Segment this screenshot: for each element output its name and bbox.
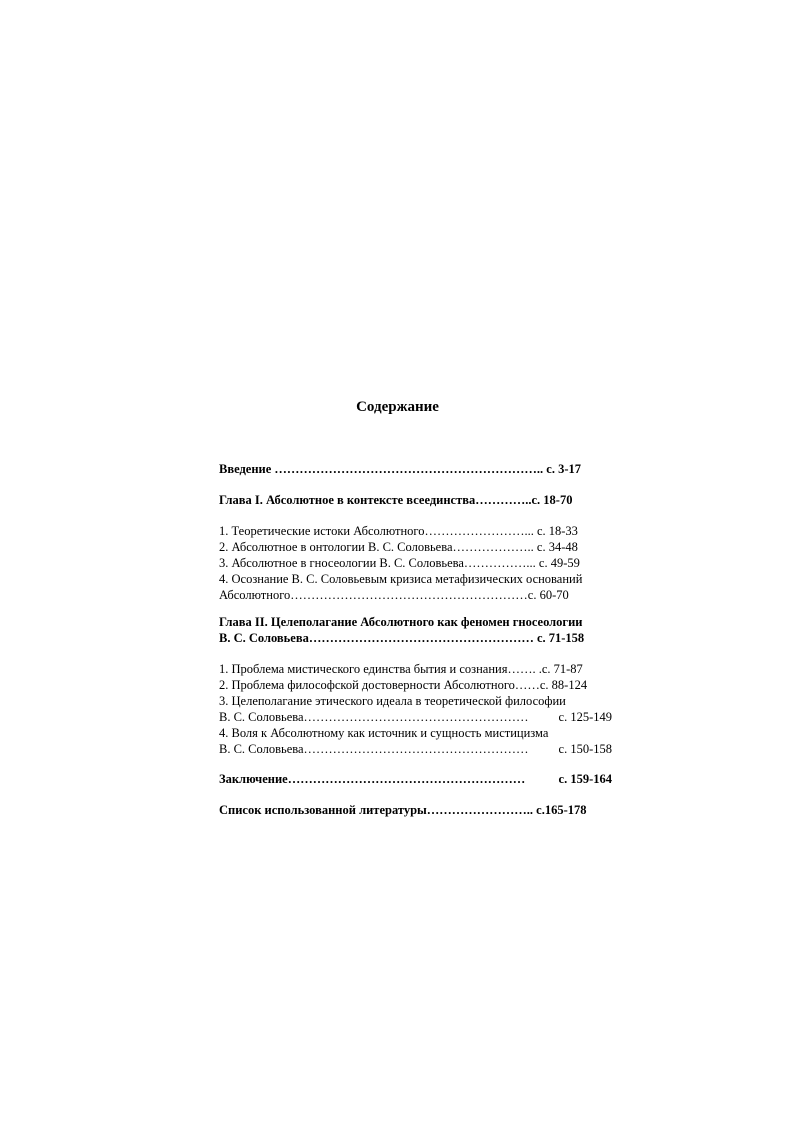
- toc-entry-ch1-section-1: 1. Теоретические истоки Абсолютного……………………... с. 18-33: [219, 524, 578, 538]
- toc-entry-page: с. 125-149: [558, 710, 612, 724]
- toc-entry-ch1-section-4-line-2: Абсолютного…………………………………………………с. 60-70: [219, 588, 569, 602]
- toc-entry-page: с. 150-158: [558, 742, 612, 756]
- toc-entry-conclusion: [219, 771, 612, 787]
- toc-entry-chapter-2-line-1: Глава II. Целеполагание Абсолютного как феномен гносеологии: [219, 615, 583, 629]
- toc-entry-name: В. С. Соловьева………………………………………………: [219, 742, 529, 756]
- toc-entry-page: с. 159-164: [558, 772, 612, 786]
- toc-entry-ch2-section-1: 1. Проблема мистического единства бытия и сознания……. .с. 71-87: [219, 662, 583, 676]
- toc-entry-introduction: Введение ……………………………………………………….. с. 3-17: [219, 462, 582, 476]
- toc-entry-name: В. С. Соловьева………………………………………………: [219, 710, 529, 724]
- page-title: Содержание: [356, 399, 439, 415]
- toc-entry-bibliography: Список использованной литературы…………………….. с.165-178: [219, 803, 587, 817]
- toc-entry-ch2-section-4-line-2: [219, 741, 612, 757]
- toc-entry-ch2-section-2: 2. Проблема философской достоверности Абсолютного……с. 88-124: [219, 678, 588, 692]
- toc-entry-ch2-section-4-line-1: 4. Воля к Абсолютному как источник и сущность мистицизма: [219, 726, 549, 740]
- toc-entry-chapter-1: Глава I. Абсолютное в контексте всеединства…………..с. 18-70: [219, 493, 573, 507]
- toc-entry-ch2-section-3-line-2: [219, 709, 612, 725]
- toc-entry-name: Заключение…………………………………………………: [219, 772, 526, 786]
- toc-entry-chapter-2-line-2: В. С. Соловьева……………………………………………… с. 71-158: [219, 631, 585, 645]
- toc-entry-ch1-section-2: 2. Абсолютное в онтологии В. С. Соловьева……………….. с. 34-48: [219, 540, 578, 554]
- toc-entry-ch1-section-4-line-1: 4. Осознание В. С. Соловьевым кризиса метафизических оснований: [219, 572, 583, 586]
- toc-entry-ch1-section-3: 3. Абсолютное в гносеологии В. С. Соловьева……………... с. 49-59: [219, 556, 580, 570]
- toc-entry-ch2-section-3-line-1: 3. Целеполагание этического идеала в теоретической философии: [219, 694, 566, 708]
